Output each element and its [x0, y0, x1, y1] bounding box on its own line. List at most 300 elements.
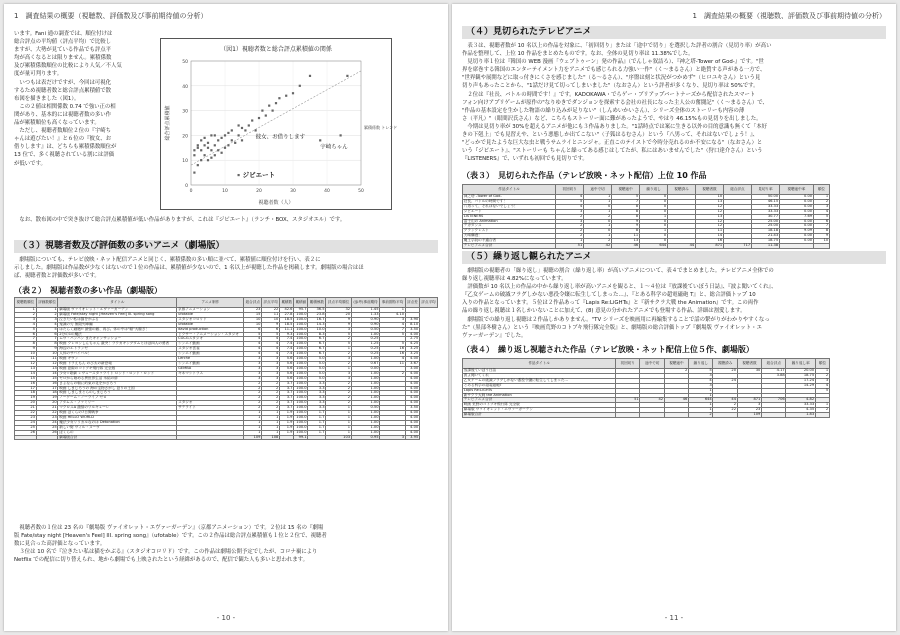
table-cell: 4 — [262, 352, 280, 357]
table-cell: 4 — [556, 204, 584, 209]
table-cell: キネマシトラス — [177, 371, 244, 376]
table-cell: 2 — [244, 381, 262, 386]
table-cell: 12 — [695, 209, 723, 214]
table-cell: 劇場版 ヴァイオレット・エヴァーガーデン — [463, 408, 616, 413]
table-cell — [813, 244, 829, 249]
table-cell: 3 — [326, 376, 352, 381]
body-line: ヴァーガーデン』でした。 — [462, 332, 527, 339]
table-cell: 4 — [556, 195, 584, 200]
table-cell: 4.00 — [405, 381, 419, 386]
table-cell: 10 — [244, 322, 262, 327]
table-cell: 15 — [244, 312, 262, 317]
table-cell: 4.25 — [405, 342, 419, 347]
table-cell: 0 — [640, 195, 668, 200]
table-cell: 5.0 — [308, 366, 326, 371]
scatter-chart — [160, 38, 398, 210]
table-cell: 1.00 — [351, 411, 379, 416]
table-cell: 4 — [244, 347, 262, 352]
table-cell: 3 — [326, 327, 352, 332]
column-header: 順位 — [813, 185, 829, 195]
table-cell: 劇場版合計 — [463, 413, 616, 418]
table-cell: 1 — [815, 369, 829, 374]
table-cell: 11 — [612, 234, 640, 239]
column-header: 視聴途中 — [612, 185, 640, 195]
table-cell: 1 — [689, 388, 713, 393]
table-cell: 3.50 — [405, 327, 419, 332]
annotation-label: 宇崎ちゃん — [320, 144, 348, 151]
table-cell: david production — [177, 327, 244, 332]
intro-line: ただし、視聴者数順位２位の『宇崎ち — [14, 128, 112, 135]
table-cell: 100.0 — [294, 391, 308, 396]
table-cell: 1.25 — [351, 342, 379, 347]
data-point — [210, 134, 212, 136]
table-cell: 1 — [326, 406, 352, 411]
data-point — [309, 75, 311, 77]
table-cell: 4 — [15, 322, 37, 327]
table-cell: 1.00 — [351, 396, 379, 401]
table-cell: 50.00 — [751, 195, 779, 200]
table-cell: 劇場版 ヴァイオレット・エヴァーガーデン — [58, 308, 177, 313]
table-cell: 2 — [36, 312, 58, 317]
body-line: "どっかで見たような巨大な虫と戦うサムライとニンジャ。正直このテイストで今時分売れるのか不安になる"（なおさん）と — [462, 140, 763, 147]
table-cell: 17 — [36, 386, 58, 391]
table-cell: 100.0 — [294, 396, 308, 401]
column-header: アニメ制作 — [177, 298, 244, 308]
table-cell: 100.0 — [294, 322, 308, 327]
data-point — [193, 154, 195, 156]
table-cell: 1.00 — [351, 371, 379, 376]
table-cell: 0 — [640, 239, 668, 244]
table-cell: 5 — [36, 327, 58, 332]
x-tick-label: 10 — [222, 189, 228, 194]
y-tick-label: 50 — [182, 60, 188, 65]
table-cell: 16 — [36, 381, 58, 386]
table-cell: 100.0 — [294, 327, 308, 332]
table-cell: 11.1 — [280, 327, 294, 332]
table-total-row — [463, 244, 830, 249]
table-cell: 13 — [36, 366, 58, 371]
table-cell: 3.3 — [308, 391, 326, 396]
column-header: 繰り返し — [640, 185, 668, 195]
table-cell — [664, 413, 688, 418]
table-cell — [308, 435, 326, 440]
table-cell: グランクレスト — [463, 229, 556, 234]
table-cell: 5.6 — [280, 357, 294, 362]
table-cell: マクロスΔ 激情のワルキューレ — [58, 406, 177, 411]
table-cell: 1.9 — [280, 425, 294, 430]
body-line: 劇場版についても、テレビ放映・ネット配信アニメと同じく、累積係数の多い順に並べて、累積値に順位付けを行い、表２に — [14, 257, 321, 263]
table-4-caption: （表４） 繰り返し視聴された作品（テレビ放映・ネット配信上位５作、劇場版） — [462, 345, 754, 354]
table-cell: 3.3 — [308, 401, 326, 406]
table-cell: 1.9 — [280, 420, 294, 425]
table-cell: 5.6 — [280, 376, 294, 381]
table-cell: 100.0 — [294, 430, 308, 435]
table-cell: 2 — [244, 406, 262, 411]
table-cell: 9 — [326, 317, 352, 322]
body-line: 示しました。劇場版は作品数が少なくはないので１位の作品は、累積値が少ないので、1 名以上が視聴した作品を掲載します。劇場版の場合はほ — [14, 265, 364, 272]
table-cell: 8 — [612, 204, 640, 209]
data-point — [204, 144, 206, 146]
table-cell: 2 — [244, 386, 262, 391]
table-cell: 1.00 — [351, 332, 379, 337]
data-point — [204, 154, 206, 156]
table-cell: 4.00 — [405, 391, 419, 396]
table-cell: 鬼滅の刃 無限列車編 — [58, 322, 177, 327]
table-cell: 1 — [326, 366, 352, 371]
table-cell: 劇場版 Fate/stay night [Heaven's Feel] III. spring song — [58, 312, 177, 317]
table-cell — [15, 435, 37, 440]
table-cell: 13 — [612, 239, 640, 244]
table-cell: 8.10 — [405, 322, 419, 327]
table-cell: 9 — [36, 347, 58, 352]
table-cell: 映画 クレヨンしんちゃん 激突！ラクガキングダムとほぼ四人の勇者 — [58, 342, 177, 347]
table-cell: 1 — [244, 430, 262, 435]
table-cell: 4 — [262, 342, 280, 347]
table-cell: 3 — [244, 357, 262, 362]
table-cell: 16 — [695, 239, 723, 244]
table-cell: 2 — [813, 199, 829, 204]
body-line: フォン向けアプリゲームが原作の"なりゆきでダンジョンを探索する会社の社長になった主人公の奮闘記"（く〜まるさん）で、 — [462, 99, 768, 106]
table-cell: 108 — [262, 435, 280, 440]
page-number: - 11 - — [664, 614, 684, 622]
table-cell: 42.6 — [280, 308, 294, 313]
table-cell: はたらく細胞!! 最強の敵、再び。体の中は"騒"大騒ぎ！ — [58, 327, 177, 332]
column-header: 順位 — [815, 359, 829, 369]
table-cell: 6.7 — [308, 337, 326, 342]
column-header: 評価数順位 — [36, 298, 58, 308]
table-cell: 3 — [244, 371, 262, 376]
table-cell: 23 — [15, 415, 37, 420]
data-point — [197, 147, 199, 149]
table-cell: 13 — [695, 199, 723, 204]
data-point — [265, 114, 267, 116]
table-cell: 1 — [813, 195, 829, 200]
table-cell: 10 — [695, 195, 723, 200]
table-cell: 4 — [813, 209, 829, 214]
table-cell: 3.7 — [280, 396, 294, 401]
table-cell: 1.33 — [351, 312, 379, 317]
table-cell: 4.00 — [405, 425, 419, 430]
table-cell: 劇場版合計 — [58, 435, 177, 440]
table-cell: 9 — [612, 224, 640, 229]
table-cell: Lapis Re:LiGHTs — [463, 388, 616, 393]
table-cell: 9 — [813, 234, 829, 239]
table-cell: 33.33 — [751, 204, 779, 209]
legend-label: 累積係数 トレンド — [364, 125, 398, 130]
table-cell: 2 — [262, 381, 280, 386]
y-tick-label: 0 — [185, 184, 188, 189]
table-cell: 3 — [244, 366, 262, 371]
table-cell: 2 — [556, 224, 584, 229]
table-cell: 2 — [244, 396, 262, 401]
table-cell: 4.00 — [405, 386, 419, 391]
table-cell: 20 — [713, 369, 737, 374]
table-cell: 0 — [584, 219, 612, 224]
table-cell: 1.00 — [351, 415, 379, 420]
body-line: 品の繰り返し視聴は１名しかいないことに加えて、(8) 意見の分かれたアニメでも登場する作品、詳細は割愛します。 — [462, 308, 746, 315]
table-cell: 4 — [380, 322, 406, 327]
table-cell: 0.00 — [779, 224, 813, 229]
data-point — [244, 129, 246, 131]
column-header: 累積値 — [294, 298, 308, 308]
table-cell: 3.88 — [762, 373, 786, 378]
data-point — [214, 154, 216, 156]
table-cell: 7.4 — [280, 337, 294, 342]
table-cell: 2 — [380, 371, 406, 376]
y-tick-label: 10 — [182, 159, 188, 165]
column-header: 評点平均順位 — [326, 298, 352, 308]
data-point — [197, 164, 199, 166]
column-header: 繰り返し率 — [786, 359, 815, 369]
table-cell: 30.77 — [751, 214, 779, 219]
intro-line: いつもは表だけですが、今回は可視化 — [14, 79, 112, 86]
table-cell: 9 — [612, 219, 640, 224]
table-cell: 14 — [36, 371, 58, 376]
table-4 — [462, 358, 830, 418]
column-header: 評点平均 — [262, 298, 280, 308]
column-header: 評点差 — [405, 298, 419, 308]
table-cell: 21 — [36, 406, 58, 411]
table-cell — [815, 413, 829, 418]
table-cell: 100.0 — [294, 332, 308, 337]
table-cell: 20 — [15, 401, 37, 406]
column-header: 視聴途中 — [664, 359, 688, 369]
table-cell: 12 — [36, 361, 58, 366]
table-cell: 映画 窓際のコトブキ飛行隊 完全版 — [58, 366, 177, 371]
table-cell: 23 — [244, 308, 262, 313]
table-cell: 3 — [556, 209, 584, 214]
column-header: 総合評点 — [723, 185, 751, 195]
table-cell: 24 — [36, 420, 58, 425]
table-cell: 46 — [664, 398, 688, 403]
table-cell: 33.33 — [751, 209, 779, 214]
table-cell: 2 — [664, 369, 688, 374]
table-cell: 2 — [584, 239, 612, 244]
table-cell: 3.7 — [280, 391, 294, 396]
table-cell: 1.7 — [308, 411, 326, 416]
table-cell — [713, 413, 737, 418]
data-point — [221, 152, 223, 154]
body-line: 劇場版での繰り返し視聴は２作品しかありません。"TV シリーズを映画用に再編集することで話の繋がりがわかりやすくなっ — [462, 316, 770, 323]
table-cell: 25.00 — [751, 219, 779, 224]
table-cell: 6 — [244, 327, 262, 332]
table-cell: 27.8 — [280, 312, 294, 317]
table-cell: 4.00 — [405, 357, 419, 362]
table-cell: 5.0 — [308, 376, 326, 381]
intro-line: が低いです。 — [14, 160, 46, 167]
table-cell: 100.0 — [294, 401, 308, 406]
body-line: 『乙女ゲームの破滅フラグしかない悪役令嬢に転生してしまった…』、『とある科学の超電磁砲 T』と、総合評価トップ 10 — [462, 292, 756, 299]
table-cell: 6 — [813, 219, 829, 224]
table-cell: 11 — [262, 312, 280, 317]
table-cell: 4 — [244, 337, 262, 342]
y-tick-label: 40 — [182, 84, 188, 90]
table-cell: 0 — [584, 229, 612, 234]
table-cell: ぼくらの — [58, 430, 177, 435]
table-cell: 1.7 — [308, 425, 326, 430]
column-header: 途中で切 — [640, 359, 664, 369]
table-cell: 3.95 — [405, 435, 419, 440]
table-cell: 44 — [668, 244, 696, 249]
column-header: 視聴済み — [713, 359, 737, 369]
table-cell: 100.0 — [294, 366, 308, 371]
table-cell: 3.3 — [308, 386, 326, 391]
table-cell: 1 — [326, 425, 352, 430]
table-cell: 3 — [326, 371, 352, 376]
table-cell: 映画 荒野のコトブキ飛行隊 完全版 — [463, 403, 616, 408]
table-cell: 4.00 — [405, 430, 419, 435]
table-cell: 7.4 — [280, 347, 294, 352]
table-cell: 3 — [36, 317, 58, 322]
table-cell: 3 — [262, 361, 280, 366]
table-cell: シンエイ動画 — [177, 361, 244, 366]
table-cell: 18.75 — [751, 239, 779, 244]
table-cell: 100.0 — [294, 406, 308, 411]
table-cell: デカダンス — [463, 224, 556, 229]
data-point — [255, 129, 257, 131]
data-point — [241, 139, 243, 141]
table-cell: 1.00 — [351, 430, 379, 435]
table-cell: 7 — [813, 224, 829, 229]
table-cell: 18.75 — [786, 373, 815, 378]
table-cell: 23.8 — [308, 312, 326, 317]
table-cell: 富士山の Animation — [463, 219, 556, 224]
data-point — [319, 139, 321, 141]
table-cell: 4.82 — [786, 398, 815, 403]
table-cell: 2.75 — [405, 337, 419, 342]
data-point — [207, 159, 209, 161]
body-line: "世界観や展開などに取っ付きにくさを感じました"（る〜るさん）、"序盤は刻と状況がつかめず"（ヒロユキさん）という見 — [462, 75, 761, 82]
intro-line: 布図を描きました（図1）。 — [14, 95, 80, 102]
plot-area — [191, 61, 361, 185]
column-header: 作品タイトル — [463, 359, 616, 369]
data-point — [210, 149, 212, 151]
table-cell: 6.7 — [308, 352, 326, 357]
table-3 — [462, 184, 830, 249]
intro-line: 及び累積係数順位の比較により人気／不人気 — [14, 63, 122, 70]
table-cell: 100.0 — [294, 371, 308, 376]
intro-paragraph — [14, 30, 154, 168]
table-cell: 1.83 — [786, 413, 815, 418]
table-cell: 魔王学院の不適合者 — [463, 239, 556, 244]
table-cell: 6.7 — [308, 342, 326, 347]
table-cell: 1 — [244, 425, 262, 430]
data-point — [227, 132, 229, 134]
table-cell: 4 — [689, 378, 713, 383]
data-point — [268, 105, 270, 107]
table-cell: 10 — [244, 317, 262, 322]
data-point — [234, 142, 236, 144]
table-cell: 5 — [262, 332, 280, 337]
table-cell: 2 — [326, 386, 352, 391]
table-cell: 12 — [695, 224, 723, 229]
table-cell: 0 — [640, 219, 668, 224]
table-cell — [762, 413, 786, 418]
table-cell: シンエイ動画 — [177, 342, 244, 347]
table-cell: 1 — [326, 415, 352, 420]
table-cell: 海辺のエトランゼ — [58, 347, 177, 352]
table-cell: 1 — [584, 224, 612, 229]
column-header: 総合評点 — [762, 359, 786, 369]
table-cell: スタジオ — [177, 401, 244, 406]
table-cell: 1 — [262, 411, 280, 416]
table-cell: 3.25 — [405, 347, 419, 352]
table-cell: 2 — [262, 406, 280, 411]
table-cell: 100.0 — [294, 411, 308, 416]
table-cell: 2 — [689, 413, 713, 418]
table-cell: 2 — [326, 401, 352, 406]
table-cell: 1 — [689, 393, 713, 398]
table-cell: 4 — [36, 322, 58, 327]
table-cell: 3.50 — [405, 406, 419, 411]
intro-line: この２値は相関係数 0.74 で強い正の相 — [14, 103, 116, 110]
table-cell: 0.25 — [351, 347, 379, 352]
table-cell: 26 — [15, 430, 37, 435]
table-cell: 8 — [612, 229, 640, 234]
table-total-row — [463, 413, 830, 418]
table-cell: 1.7 — [308, 430, 326, 435]
table-cell: 2 — [326, 391, 352, 396]
table-cell: 2 — [815, 408, 829, 413]
data-point — [248, 124, 250, 126]
table-cell: 8 — [612, 214, 640, 219]
table-cell: 9 — [326, 322, 352, 327]
running-header: 1 調査結果の概要（視聴数、評価数及び事前期待値の分析） — [14, 12, 208, 20]
table-cell: 100.0 — [294, 312, 308, 317]
table-cell: 44 — [713, 398, 737, 403]
table-cell: 3.3 — [308, 381, 326, 386]
y-axis-label: 総合評点累積値 — [165, 105, 171, 141]
table-cell: 15 — [36, 376, 58, 381]
table-cell: 3 — [380, 435, 406, 440]
table-cell: 19 — [36, 396, 58, 401]
table-cell: 0.25 — [351, 337, 379, 342]
data-point — [272, 110, 274, 112]
table-cell: 5 — [689, 369, 713, 374]
table-cell: 871 — [695, 244, 723, 249]
table-cell: 0 — [640, 199, 668, 204]
table-cell: 42 — [584, 244, 612, 249]
table-cell: 17.24 — [786, 378, 815, 383]
intro-tail: なお、散布図の中で突き抜けて総合評点累積値が低い作品がありますが、これは『ジビエート』（ランチ・BOX、スタジオエル）です。 — [14, 217, 346, 223]
scatter-plot — [161, 39, 398, 209]
data-point — [251, 119, 253, 121]
table-cell: 0 — [584, 204, 612, 209]
data-point — [261, 110, 263, 112]
table-cell: ピクサー・アニメーション・スタジオ — [177, 332, 244, 337]
table-cell: 1.9 — [280, 430, 294, 435]
table-2-commentary — [14, 524, 440, 564]
data-point — [258, 117, 260, 119]
intro-line: 関があり、基本的には視聴者数の多い作 — [14, 111, 112, 118]
table-cell: CGCGスタジオ — [177, 337, 244, 342]
table-cell: 12 — [695, 204, 723, 209]
intro-line: 借りします』は、どちらも累積係数順位が — [14, 144, 117, 151]
table-cell: 2 — [326, 337, 352, 342]
table-cell — [779, 244, 813, 249]
data-point — [210, 157, 212, 159]
table-cell: 4 — [244, 352, 262, 357]
intro-line: 13 位で、多く視聴されている割には評価 — [14, 152, 115, 159]
table-cell: 魔法少女リリカルなのは Detonation — [58, 420, 177, 425]
table-cell: 100.0 — [294, 317, 308, 322]
x-axis-label: 視聴者数（人） — [258, 200, 294, 206]
table-cell: 5 — [244, 332, 262, 337]
table-cell: 2 — [15, 312, 37, 317]
table-cell: 2分の1の魔法 — [58, 332, 177, 337]
table-cell: 11 — [380, 361, 406, 366]
table-cell: サテライト — [177, 406, 244, 411]
